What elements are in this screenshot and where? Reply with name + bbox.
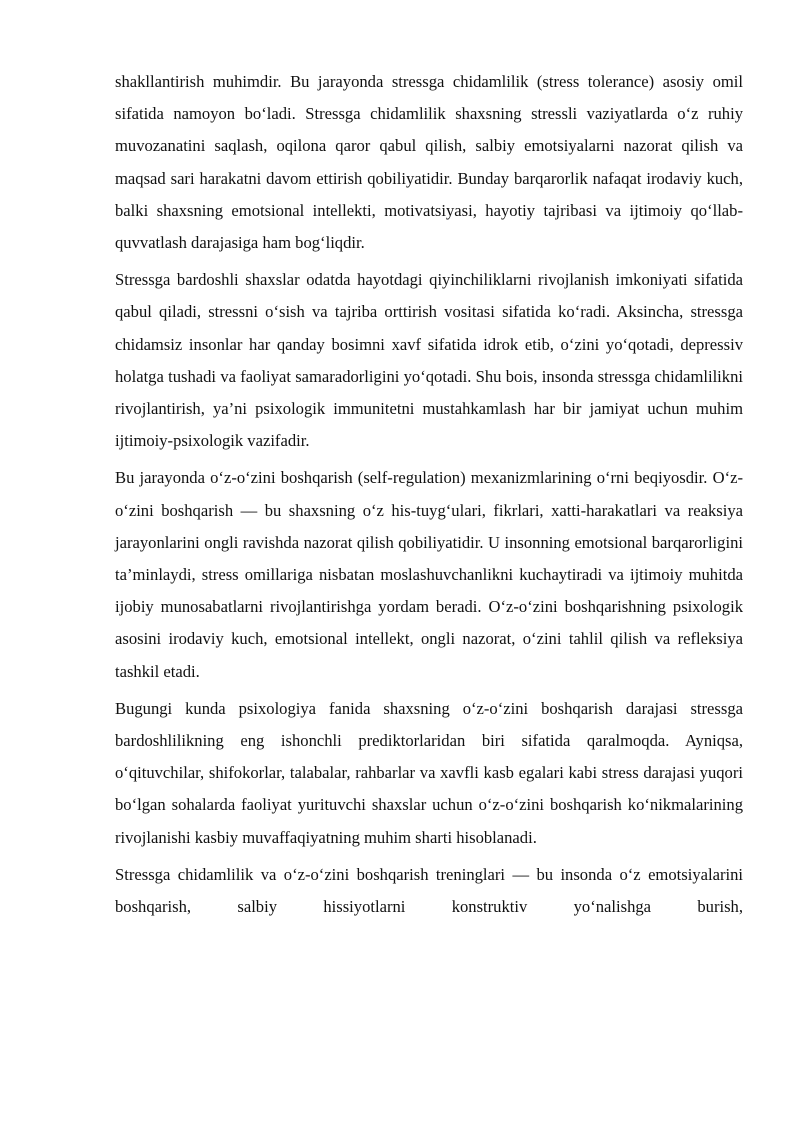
paragraph-stress-tolerance: shakllantirish muhimdir. Bu jarayonda stressga chidamlilik (stress tolerance) asosiy omil sifatida namoyon bo‘ladi. Stressga chidamlilik shaxsning stressli vaziyatlarda o‘z ruhiy muvozanatini saqlash, oqilona qaror qabul qilish, salbiy emotsiyalarni nazorat qilish va maqsad sari harakatni davom ettirish qobiliyatidir. Bunday barqarorlik nafaqat irodaviy kuch, balki shaxsning emotsional intellekti, motivatsiyasi, hayotiy tajribasi va ijtimoiy qo‘llab-quvvatlash darajasiga ham bog‘liqdir. <box>115 72 743 253</box>
paragraph-psychology-predictors: Bugungi kunda psixologiya fanida shaxsning o‘z-o‘zini boshqarish darajasi stressga bardoshlilikning eng ishonchli prediktorlaridan biri sifatida qaralmoqda. Ayniqsa, o‘qituvchilar, shifokorlar, talabalar, rahbarlar va xavfli kasb egalari kabi stress darajasi yuqori bo‘lgan sohalarda faoliyat yurituvchi shaxslar uchun o‘z-o‘zini boshqarish ko‘nikmalarining rivojlanishi kasbiy muvaffaqiyatning muhim sharti hisoblanadi. <box>115 698 743 847</box>
paragraph-trainings: Stressga chidamlilik va o‘z-o‘zini boshqarish treninglari — bu insonda o‘z emotsiyalarini boshqarish, salbiy hissiyotlarni konstruktiv yo‘nalishga burish, <box>115 864 743 917</box>
paragraph-self-regulation: Bu jarayonda o‘z-o‘zini boshqarish (self-regulation) mexanizmlarining o‘rni beqiyosdir. O‘z-o‘zini boshqarish — bu shaxsning o‘z his-tuyg‘ulari, fikrlari, xatti-harakatlari va reaksiya jarayonlarini ongli ravishda nazorat qilish qobiliyatidir. U insonning emotsional barqarorligini ta’minlaydi, stress omillariga nisbatan moslashuvchanlikni kuchaytiradi va ijtimoiy muhitda ijobiy munosabatlarni rivojlantirishga yordam beradi. O‘z-o‘zini boshqarishning psixologik asosini irodaviy kuch, emotsional intellekt, ongli nazorat, o‘zini tahlil qilish va refleksiya tashkil etadi. <box>115 468 743 681</box>
paragraph-stress-resilient-persons: Stressga bardoshli shaxslar odatda hayotdagi qiyinchiliklarni rivojlanish imkoniyati sifatida qabul qiladi, stressni o‘sish va tajriba orttirish vositasi sifatida ko‘radi. Aksincha, stressga chidamsiz insonlar har qanday bosimni xavf sifatida idrok etib, o‘zini yo‘qotadi, depressiv holatga tushadi va faoliyat samaradorligini yo‘qotadi. Shu bois, insonda stressga chidamlilikni rivojlantirish, ya’ni psixologik immunitetni mustahkamlash har bir jamiyat uchun muhim ijtimoiy-psixologik vazifadir. <box>115 270 743 451</box>
document-page <box>115 66 743 928</box>
